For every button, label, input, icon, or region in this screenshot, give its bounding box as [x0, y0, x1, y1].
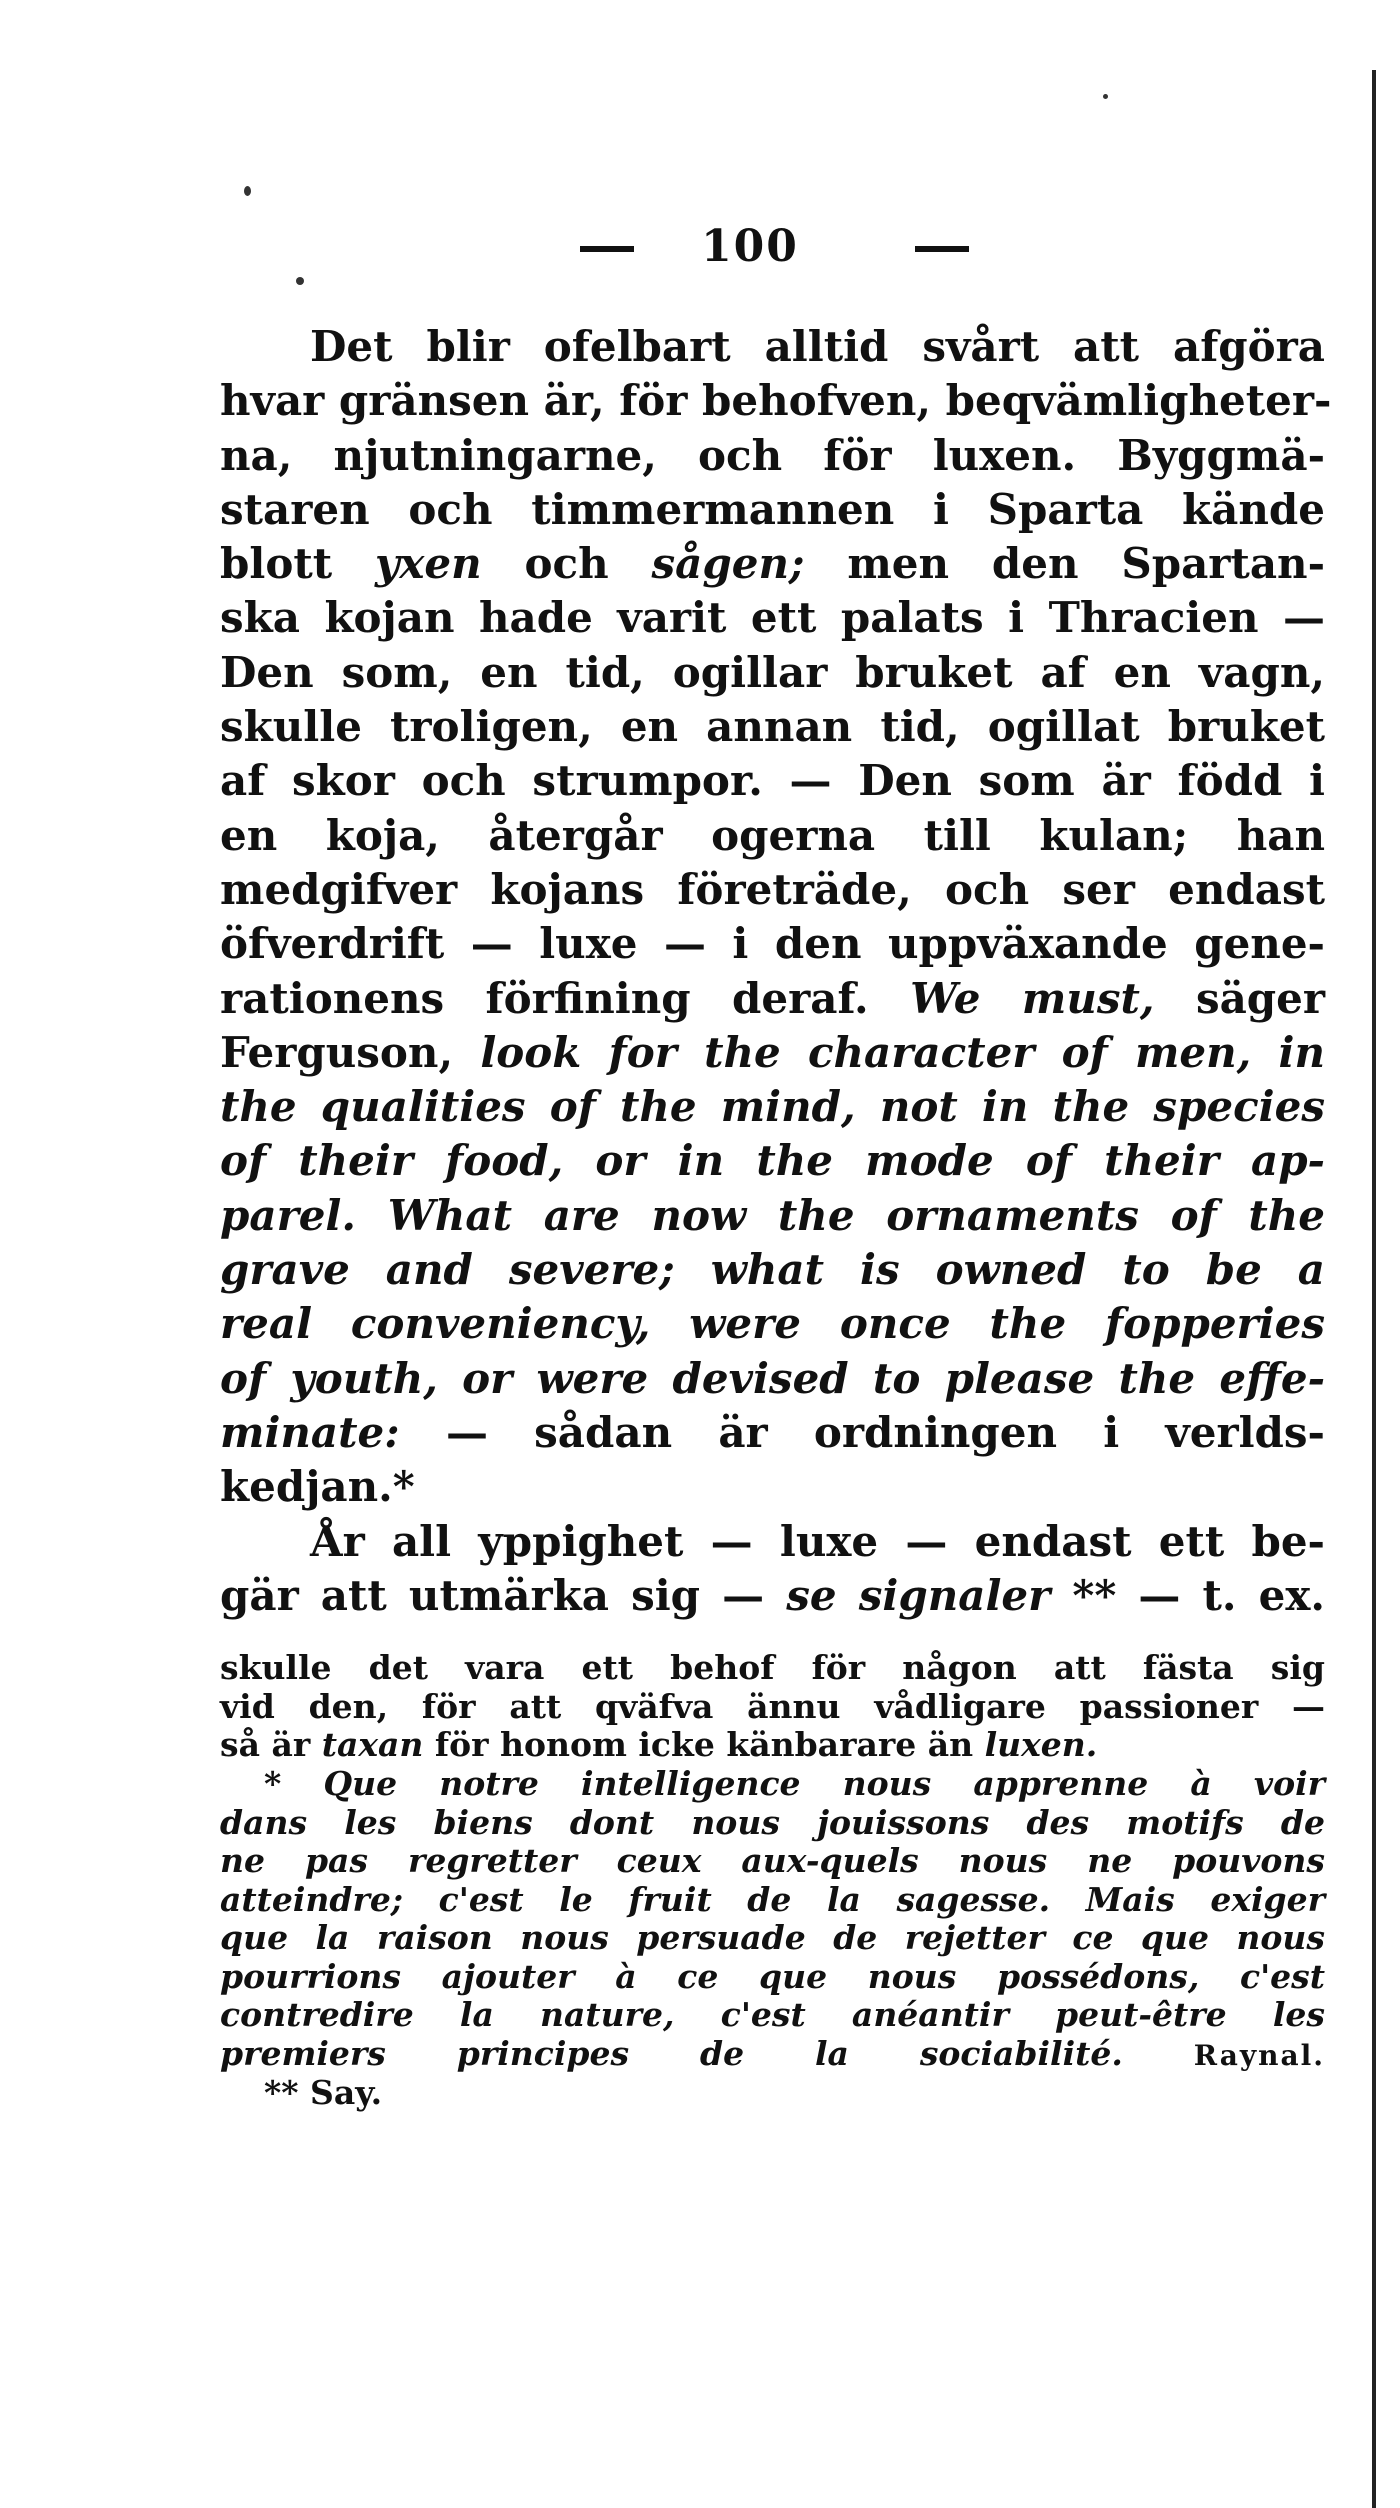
- text-run: säger: [1154, 973, 1326, 1023]
- section-gap: [220, 1623, 1325, 1649]
- italic-text: luxen.: [984, 1725, 1098, 1765]
- text-line: [220, 917, 1325, 971]
- text-line: [220, 1515, 1325, 1569]
- text-run: skulle det vara ett behof för någon att fästa sig: [220, 1648, 1325, 1688]
- text-line: [220, 700, 1325, 754]
- italic-text: dans les biens dont nous jouissons des motifs de: [220, 1802, 1325, 1842]
- text-run: ** — t. ex.: [1050, 1570, 1325, 1620]
- text-run: men den Spartan-: [804, 539, 1325, 589]
- page-edge-rule: [1372, 70, 1376, 2508]
- footnote-line: [220, 1649, 1325, 1688]
- text-line: [220, 429, 1325, 483]
- text-run: och: [481, 539, 652, 589]
- ink-speck: [244, 186, 251, 196]
- italic-text: contredire la nature, c'est anéantir peut-être les: [220, 1995, 1325, 2035]
- italic-text: real conveniency, were once the fopperies: [220, 1299, 1325, 1349]
- main-paragraphs: [220, 320, 1332, 1623]
- italic-text: grave and severe; what is owned to be a: [220, 1245, 1325, 1295]
- text-run: hvar gränsen är, för behofven, beqvämligheter-: [220, 376, 1332, 426]
- footnote-line: [220, 1804, 1325, 1843]
- italic-text: Que notre intelligence nous apprenne à voir: [323, 1763, 1326, 1803]
- author-signature: Raynal.: [1193, 2039, 1325, 2073]
- text-line: [220, 1189, 1325, 1243]
- footnote-line: [220, 2035, 1325, 2074]
- ink-speck: [296, 277, 304, 285]
- text-run: [1123, 2034, 1194, 2073]
- italic-text: parel. What are now the ornaments of the: [220, 1190, 1325, 1240]
- text-line: [220, 1243, 1325, 1297]
- text-line: [220, 1460, 1325, 1514]
- text-run: så är: [220, 1725, 322, 1765]
- text-run: staren och timmermannen i Sparta kände: [220, 484, 1325, 534]
- italic-text: of youth, or were devised to please the effe-: [220, 1353, 1325, 1403]
- text-run: kedjan.*: [220, 1462, 415, 1512]
- text-line: [220, 591, 1325, 645]
- italic-text: the qualities of the mind, not in the species: [220, 1082, 1325, 1132]
- text-line: [220, 537, 1325, 591]
- footnote-line: [220, 1765, 1325, 1804]
- ink-speck: [1103, 94, 1108, 99]
- page-number: 100: [701, 221, 799, 272]
- italic-text: look for the character of men, in: [480, 1027, 1325, 1077]
- header-dash-left: [580, 246, 634, 252]
- text-run: öfverdrift — luxe — i den uppväxande gene-: [220, 919, 1325, 969]
- text-run: År all yppighet — luxe — endast ett be-: [310, 1516, 1325, 1566]
- italic-text: yxen: [374, 539, 482, 589]
- text-run: en koja, återgår ogerna till kulan; han: [220, 810, 1325, 860]
- text-line: [220, 1134, 1325, 1188]
- footnote-line: [220, 1881, 1325, 1920]
- italic-text: premiers principes de la sociabilité.: [220, 2034, 1123, 2074]
- italic-text: taxan: [321, 1725, 424, 1765]
- footnotes: [220, 1765, 1325, 2112]
- footnote-line: [220, 1958, 1325, 1997]
- text-run: — sådan är ordningen i verlds-: [399, 1407, 1325, 1457]
- text-run: ** Say.: [264, 2072, 383, 2112]
- footnote-line: [220, 2074, 1325, 2113]
- text-run: Den som, en tid, ogillar bruket af en vagn,: [220, 647, 1325, 697]
- text-run: medgifver kojans företräde, och ser endast: [220, 864, 1325, 914]
- text-run: gär att utmärka sig —: [220, 1570, 787, 1620]
- italic-text: atteindre; c'est le fruit de la sagesse. Mais exiger: [220, 1879, 1325, 1919]
- text-line: [220, 483, 1325, 537]
- text-line: [220, 1297, 1325, 1351]
- text-line: [220, 754, 1325, 808]
- italic-text: se signaler: [786, 1570, 1051, 1620]
- text-run: för honom icke känbarare än: [423, 1725, 985, 1765]
- footnote-line: [220, 1842, 1325, 1881]
- italic-text: minate:: [220, 1407, 400, 1457]
- italic-text: pourrions ajouter à ce que nous possédons, c'est: [220, 1956, 1325, 1996]
- italic-text: ne pas regretter ceux aux-quels nous ne pouvons: [220, 1841, 1325, 1881]
- text-run: Det blir ofelbart alltid svårt att afgöra: [310, 322, 1325, 371]
- text-run: blott: [220, 539, 375, 589]
- text-line: [220, 1026, 1325, 1080]
- text-line: [220, 972, 1325, 1026]
- text-run: Ferguson,: [220, 1027, 481, 1077]
- footnote-continuation: [220, 1649, 1325, 1765]
- text-run: skulle troligen, en annan tid, ogillat bruket: [220, 702, 1325, 752]
- page-header: [0, 222, 1400, 272]
- text-line: [220, 646, 1325, 700]
- text-run: ska kojan hade varit ett palats i Thracien —: [220, 593, 1325, 643]
- text-run: *: [264, 1763, 324, 1803]
- text-line: [220, 1569, 1325, 1623]
- text-line: [220, 863, 1325, 917]
- italic-text: We must,: [910, 973, 1155, 1023]
- italic-text: sågen;: [651, 539, 805, 589]
- text-run: af skor och strumpor. — Den som är född i: [220, 756, 1325, 806]
- text-run: vid den, för att qväfva ännu vådligare passioner —: [220, 1686, 1325, 1726]
- italic-text: que la raison nous persuade de rejetter ce que nous: [220, 1918, 1325, 1958]
- text-line: [220, 374, 1332, 428]
- footnote-line: [220, 1688, 1325, 1727]
- text-line: [220, 809, 1325, 863]
- text-run: na, njutningarne, och för luxen. Byggmä-: [220, 430, 1325, 480]
- text-line: [220, 320, 1325, 374]
- header-dash-right: [915, 246, 969, 252]
- footnote-line: [220, 1919, 1325, 1958]
- italic-text: of their food, or in the mode of their ap-: [220, 1136, 1325, 1186]
- text-run: rationens förfining deraf.: [220, 973, 911, 1023]
- text-line: [220, 1080, 1325, 1134]
- text-line: [220, 1406, 1325, 1460]
- footnote-line: [220, 1996, 1325, 2035]
- text-line: [220, 1352, 1325, 1406]
- body-text: [220, 320, 1332, 2112]
- footnote-line: [220, 1726, 1325, 1765]
